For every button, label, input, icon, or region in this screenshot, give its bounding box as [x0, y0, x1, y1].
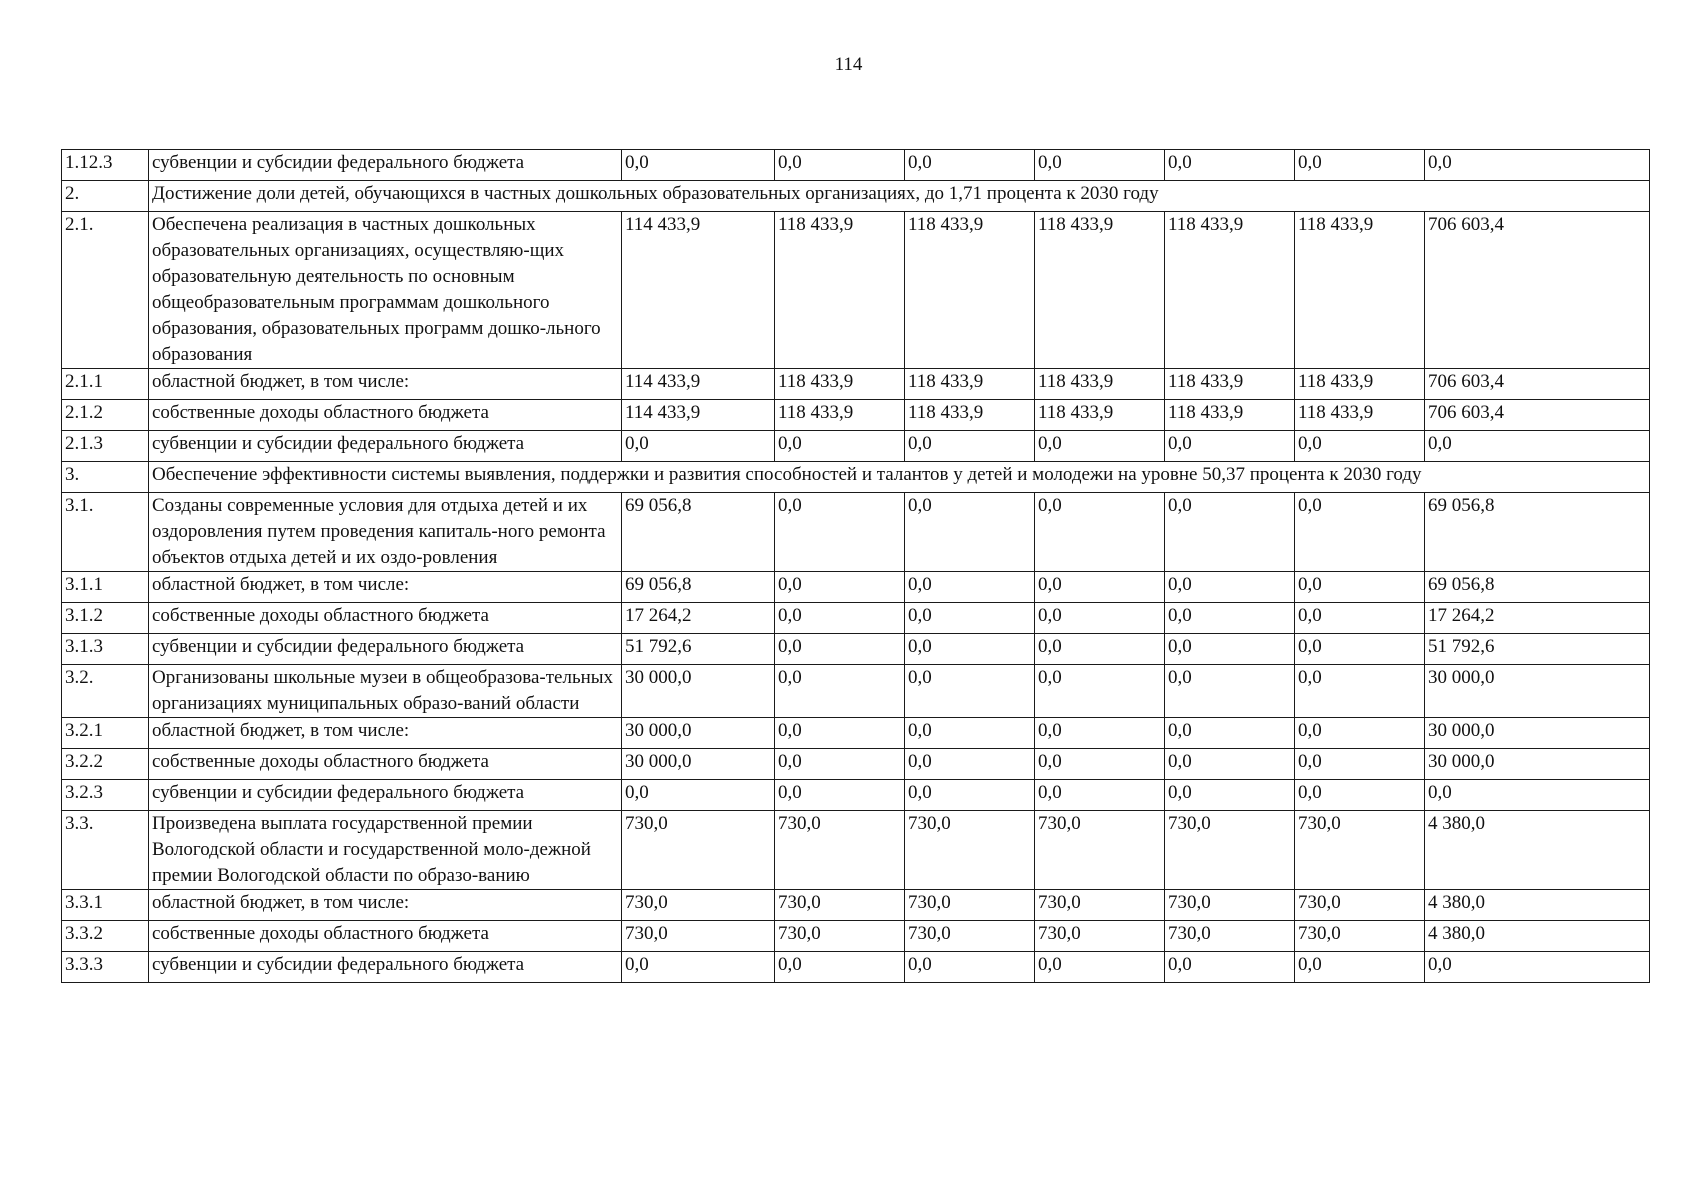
- row-code: 2.1.3: [62, 431, 149, 462]
- row-total-value: 30 000,0: [1425, 749, 1650, 780]
- row-year-value: 730,0: [775, 921, 905, 952]
- row-year-value: 30 000,0: [622, 749, 775, 780]
- table-row: [62, 431, 1650, 462]
- row-year-value: 0,0: [775, 952, 905, 983]
- budget-table: [61, 149, 1650, 983]
- row-total-value: 30 000,0: [1425, 718, 1650, 749]
- row-year-value: 0,0: [775, 634, 905, 665]
- row-year-value: 114 433,9: [622, 212, 775, 369]
- row-year-value: 0,0: [905, 431, 1035, 462]
- row-year-value: 0,0: [1035, 718, 1165, 749]
- row-code: 2.1.2: [62, 400, 149, 431]
- row-total-value: 0,0: [1425, 952, 1650, 983]
- table-row: [62, 572, 1650, 603]
- row-total-value: 4 380,0: [1425, 921, 1650, 952]
- table-row: [62, 952, 1650, 983]
- row-code: 3.2.1: [62, 718, 149, 749]
- row-code: 1.12.3: [62, 150, 149, 181]
- section-title: Достижение доли детей, обучающихся в частных дошкольных образовательных организациях, до 1,71 процента к 2030 году: [149, 181, 1650, 212]
- row-code: 3.3.1: [62, 890, 149, 921]
- row-year-value: 730,0: [905, 890, 1035, 921]
- row-description: областной бюджет, в том числе:: [149, 718, 622, 749]
- row-description: субвенции и субсидии федерального бюджета: [149, 634, 622, 665]
- row-year-value: 0,0: [1165, 952, 1295, 983]
- row-year-value: 30 000,0: [622, 665, 775, 718]
- table-row: [62, 811, 1650, 890]
- row-year-value: 0,0: [1165, 431, 1295, 462]
- row-total-value: 17 264,2: [1425, 603, 1650, 634]
- row-year-value: 0,0: [775, 431, 905, 462]
- row-year-value: 118 433,9: [905, 212, 1035, 369]
- row-description: областной бюджет, в том числе:: [149, 572, 622, 603]
- row-year-value: 0,0: [775, 749, 905, 780]
- row-year-value: 118 433,9: [775, 369, 905, 400]
- row-code: 3.1.2: [62, 603, 149, 634]
- row-year-value: 0,0: [1035, 952, 1165, 983]
- table-row: [62, 493, 1650, 572]
- row-total-value: 0,0: [1425, 431, 1650, 462]
- row-year-value: 17 264,2: [622, 603, 775, 634]
- row-year-value: 69 056,8: [622, 493, 775, 572]
- row-year-value: 0,0: [775, 572, 905, 603]
- row-description: субвенции и субсидии федерального бюджета: [149, 431, 622, 462]
- row-year-value: 30 000,0: [622, 718, 775, 749]
- row-year-value: 0,0: [905, 749, 1035, 780]
- row-year-value: 0,0: [1295, 493, 1425, 572]
- row-year-value: 730,0: [775, 890, 905, 921]
- row-code: 3.2.: [62, 665, 149, 718]
- row-description: собственные доходы областного бюджета: [149, 749, 622, 780]
- section-row: [62, 181, 1650, 212]
- row-year-value: 0,0: [905, 572, 1035, 603]
- table-row: [62, 718, 1650, 749]
- row-code: 2.1.: [62, 212, 149, 369]
- row-year-value: 0,0: [1165, 718, 1295, 749]
- row-total-value: 30 000,0: [1425, 665, 1650, 718]
- row-year-value: 730,0: [1035, 921, 1165, 952]
- row-year-value: 0,0: [1035, 431, 1165, 462]
- row-year-value: 0,0: [1165, 665, 1295, 718]
- row-year-value: 730,0: [905, 921, 1035, 952]
- row-description: собственные доходы областного бюджета: [149, 400, 622, 431]
- row-year-value: 730,0: [622, 921, 775, 952]
- table-row: [62, 665, 1650, 718]
- table-row: [62, 749, 1650, 780]
- row-year-value: 69 056,8: [622, 572, 775, 603]
- row-year-value: 0,0: [905, 718, 1035, 749]
- row-code: 2.: [62, 181, 149, 212]
- row-year-value: 0,0: [1295, 572, 1425, 603]
- row-year-value: 0,0: [1295, 603, 1425, 634]
- row-code: 3.2.2: [62, 749, 149, 780]
- row-total-value: 706 603,4: [1425, 369, 1650, 400]
- row-year-value: 0,0: [1035, 603, 1165, 634]
- table-row: [62, 400, 1650, 431]
- row-code: 3.: [62, 462, 149, 493]
- row-year-value: 118 433,9: [905, 400, 1035, 431]
- row-year-value: 0,0: [1035, 150, 1165, 181]
- row-total-value: 51 792,6: [1425, 634, 1650, 665]
- row-year-value: 0,0: [1165, 572, 1295, 603]
- row-year-value: 118 433,9: [1295, 400, 1425, 431]
- section-title: Обеспечение эффективности системы выявления, поддержки и развития способностей и талантов у детей и молодежи на уровне 50,37 процента к 2030 году: [149, 462, 1650, 493]
- row-year-value: 0,0: [1035, 780, 1165, 811]
- table-row: [62, 603, 1650, 634]
- row-year-value: 118 433,9: [1295, 369, 1425, 400]
- row-year-value: 0,0: [1035, 665, 1165, 718]
- row-year-value: 0,0: [1165, 150, 1295, 181]
- row-year-value: 730,0: [622, 890, 775, 921]
- row-year-value: 0,0: [905, 780, 1035, 811]
- row-description: Обеспечена реализация в частных дошкольных образовательных организациях, осуществляю-щих образовательную деятельность по основным общеобразовательным программам дошкольного образования, образовательных программ дошко-льного образования: [149, 212, 622, 369]
- row-description: Созданы современные условия для отдыха детей и их оздоровления путем проведения капиталь-ного ремонта объектов отдыха детей и их оздо-ровления: [149, 493, 622, 572]
- row-year-value: 118 433,9: [1035, 212, 1165, 369]
- row-total-value: 4 380,0: [1425, 811, 1650, 890]
- row-year-value: 0,0: [1295, 150, 1425, 181]
- row-year-value: 0,0: [1165, 780, 1295, 811]
- row-year-value: 0,0: [905, 665, 1035, 718]
- row-year-value: 0,0: [905, 952, 1035, 983]
- row-total-value: 4 380,0: [1425, 890, 1650, 921]
- row-total-value: 706 603,4: [1425, 212, 1650, 369]
- row-year-value: 0,0: [622, 150, 775, 181]
- row-description: субвенции и субсидии федерального бюджета: [149, 150, 622, 181]
- row-code: 2.1.1: [62, 369, 149, 400]
- row-year-value: 0,0: [1165, 634, 1295, 665]
- row-year-value: 118 433,9: [1165, 400, 1295, 431]
- row-year-value: 730,0: [1295, 890, 1425, 921]
- row-year-value: 0,0: [622, 952, 775, 983]
- row-year-value: 0,0: [1035, 749, 1165, 780]
- row-total-value: 0,0: [1425, 150, 1650, 181]
- row-year-value: 0,0: [1295, 634, 1425, 665]
- page-number: 114: [834, 54, 863, 75]
- row-year-value: 730,0: [1295, 811, 1425, 890]
- row-year-value: 118 433,9: [775, 212, 905, 369]
- row-year-value: 730,0: [905, 811, 1035, 890]
- row-code: 3.1.: [62, 493, 149, 572]
- table-row: [62, 634, 1650, 665]
- row-year-value: 0,0: [775, 665, 905, 718]
- row-description: субвенции и субсидии федерального бюджета: [149, 952, 622, 983]
- row-description: собственные доходы областного бюджета: [149, 921, 622, 952]
- row-year-value: 730,0: [775, 811, 905, 890]
- table-row: [62, 780, 1650, 811]
- row-total-value: 0,0: [1425, 780, 1650, 811]
- row-year-value: 0,0: [775, 603, 905, 634]
- row-year-value: 0,0: [905, 493, 1035, 572]
- row-year-value: 0,0: [622, 780, 775, 811]
- row-year-value: 118 433,9: [1165, 212, 1295, 369]
- section-row: [62, 462, 1650, 493]
- table-row: [62, 150, 1650, 181]
- row-year-value: 0,0: [622, 431, 775, 462]
- row-year-value: 0,0: [775, 493, 905, 572]
- row-year-value: 730,0: [1035, 890, 1165, 921]
- row-year-value: 0,0: [905, 150, 1035, 181]
- row-year-value: 118 433,9: [1035, 369, 1165, 400]
- row-code: 3.1.3: [62, 634, 149, 665]
- row-total-value: 69 056,8: [1425, 493, 1650, 572]
- row-year-value: 118 433,9: [775, 400, 905, 431]
- row-year-value: 0,0: [775, 718, 905, 749]
- row-year-value: 118 433,9: [1295, 212, 1425, 369]
- row-code: 3.2.3: [62, 780, 149, 811]
- table-body: [62, 150, 1650, 983]
- row-year-value: 730,0: [1295, 921, 1425, 952]
- row-year-value: 0,0: [1165, 603, 1295, 634]
- row-code: 3.3.2: [62, 921, 149, 952]
- row-year-value: 0,0: [1035, 634, 1165, 665]
- table-row: [62, 369, 1650, 400]
- row-year-value: 0,0: [1295, 952, 1425, 983]
- row-code: 3.3.: [62, 811, 149, 890]
- row-year-value: 118 433,9: [1035, 400, 1165, 431]
- row-year-value: 51 792,6: [622, 634, 775, 665]
- row-year-value: 0,0: [1035, 572, 1165, 603]
- row-year-value: 730,0: [1165, 811, 1295, 890]
- row-year-value: 0,0: [1165, 749, 1295, 780]
- row-year-value: 114 433,9: [622, 369, 775, 400]
- row-year-value: 0,0: [905, 603, 1035, 634]
- row-year-value: 730,0: [622, 811, 775, 890]
- row-total-value: 69 056,8: [1425, 572, 1650, 603]
- row-year-value: 730,0: [1035, 811, 1165, 890]
- row-year-value: 0,0: [905, 634, 1035, 665]
- row-code: 3.1.1: [62, 572, 149, 603]
- row-total-value: 706 603,4: [1425, 400, 1650, 431]
- row-description: Организованы школьные музеи в общеобразова-тельных организациях муниципальных образо-ваний области: [149, 665, 622, 718]
- table-row: [62, 890, 1650, 921]
- row-year-value: 0,0: [1295, 749, 1425, 780]
- row-description: областной бюджет, в том числе:: [149, 890, 622, 921]
- row-description: субвенции и субсидии федерального бюджета: [149, 780, 622, 811]
- row-year-value: 0,0: [1295, 780, 1425, 811]
- row-year-value: 0,0: [775, 150, 905, 181]
- table-row: [62, 921, 1650, 952]
- row-year-value: 0,0: [1035, 493, 1165, 572]
- row-year-value: 730,0: [1165, 890, 1295, 921]
- row-year-value: 0,0: [1295, 665, 1425, 718]
- row-description: собственные доходы областного бюджета: [149, 603, 622, 634]
- row-description: Произведена выплата государственной премии Вологодской области и государственной моло-дежной премии Вологодской области по образо-ванию: [149, 811, 622, 890]
- row-description: областной бюджет, в том числе:: [149, 369, 622, 400]
- row-year-value: 114 433,9: [622, 400, 775, 431]
- row-code: 3.3.3: [62, 952, 149, 983]
- table-row: [62, 212, 1650, 369]
- row-year-value: 118 433,9: [1165, 369, 1295, 400]
- row-year-value: 0,0: [1165, 493, 1295, 572]
- row-year-value: 0,0: [1295, 431, 1425, 462]
- row-year-value: 0,0: [775, 780, 905, 811]
- row-year-value: 730,0: [1165, 921, 1295, 952]
- row-year-value: 118 433,9: [905, 369, 1035, 400]
- row-year-value: 0,0: [1295, 718, 1425, 749]
